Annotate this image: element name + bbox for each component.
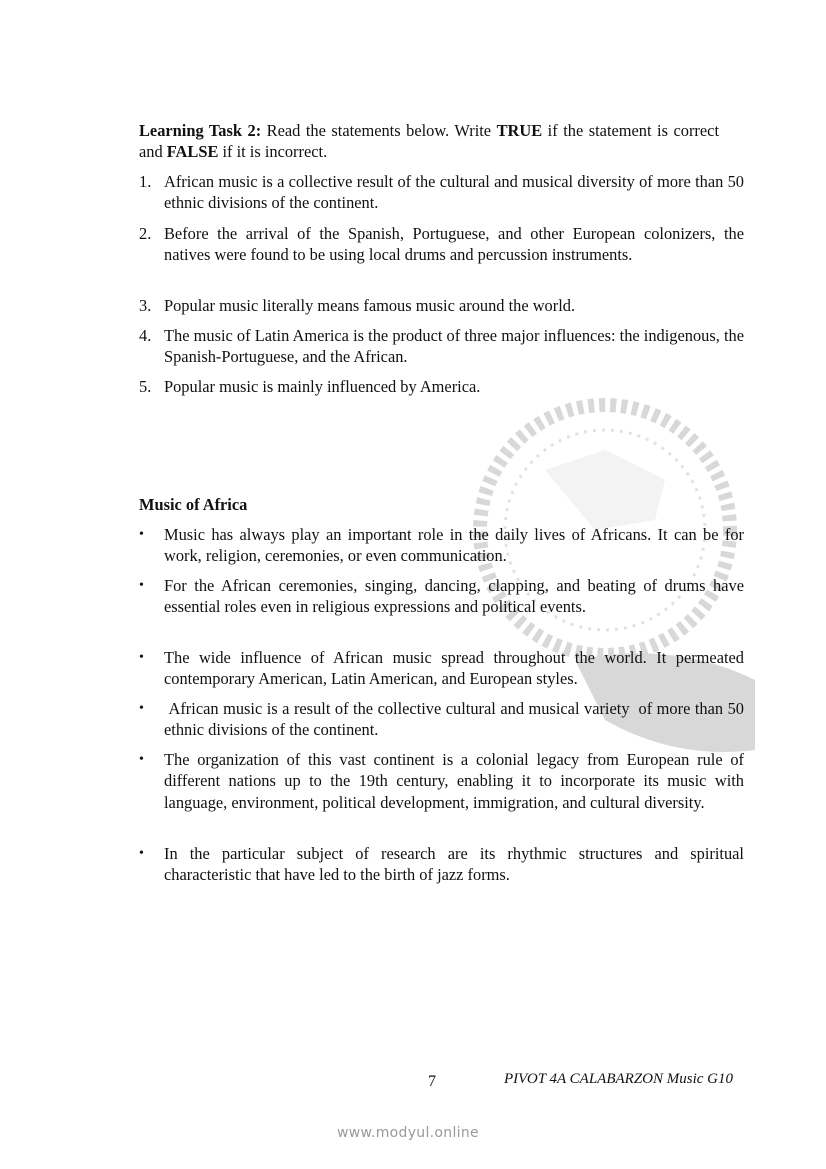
bullet-item: • In the particular subject of research are its rhythmic structures and spiritual characteristic that have led to the birth of jazz forms. (139, 844, 744, 885)
bullet-item: • African music is a result of the collective cultural and musical variety of more than 50 ethnic divisions of the continent. (139, 699, 749, 740)
bullet-item: • The organization of this vast continent is a colonial legacy from European rule of different nations up to the 19th century, enabling it to incorporate its music with language, environment, political development, immigration, and cultural diversity. (139, 750, 744, 812)
task-item: 1. African music is a collective result of the cultural and musical diversity of more than 50 ethnic divisions of the continent. (139, 172, 744, 213)
task-item: 3. Popular music literally means famous music around the world. (139, 296, 576, 315)
footer-title: PIVOT 4A CALABARZON Music G10 (504, 1071, 733, 1087)
bullet-item: • Music has always play an important role in the daily lives of Africans. It can be for work, religion, ceremonies, or even communication. (139, 525, 744, 566)
bullet-item: • For the African ceremonies, singing, dancing, clapping, and beating of drums have essential roles even in religious expressions and political events. (139, 576, 744, 617)
page-number: 7 (428, 1073, 436, 1090)
bullet-item: • The wide influence of African music spread throughout the world. It permeated contemporary American, Latin American, and European styles. (139, 648, 744, 689)
task-item: 4. The music of Latin America is the product of three major influences: the indigenous, the Spanish-Portuguese, and the African. (139, 326, 744, 367)
bullet-icon: • (139, 701, 144, 716)
bullet-icon: • (139, 650, 144, 665)
section-heading: Music of Africa (139, 495, 248, 514)
task-instructions: Learning Task 2: Read the statements below. Write TRUE if the statement is correct and FALSE if it is incorrect. (139, 121, 719, 162)
task-item: 2. Before the arrival of the Spanish, Portuguese, and other European colonizers, the natives were found to be using local drums and percussion instruments. (139, 224, 744, 265)
task-label: Learning Task 2: (139, 121, 262, 140)
bullet-icon: • (139, 527, 144, 542)
task-item: 5. Popular music is mainly influenced by America. (139, 377, 481, 396)
bullet-icon: • (139, 752, 144, 767)
bullet-icon: • (139, 578, 144, 593)
bullet-icon: • (139, 846, 144, 861)
website-watermark: www.modyul.online (337, 1125, 479, 1141)
